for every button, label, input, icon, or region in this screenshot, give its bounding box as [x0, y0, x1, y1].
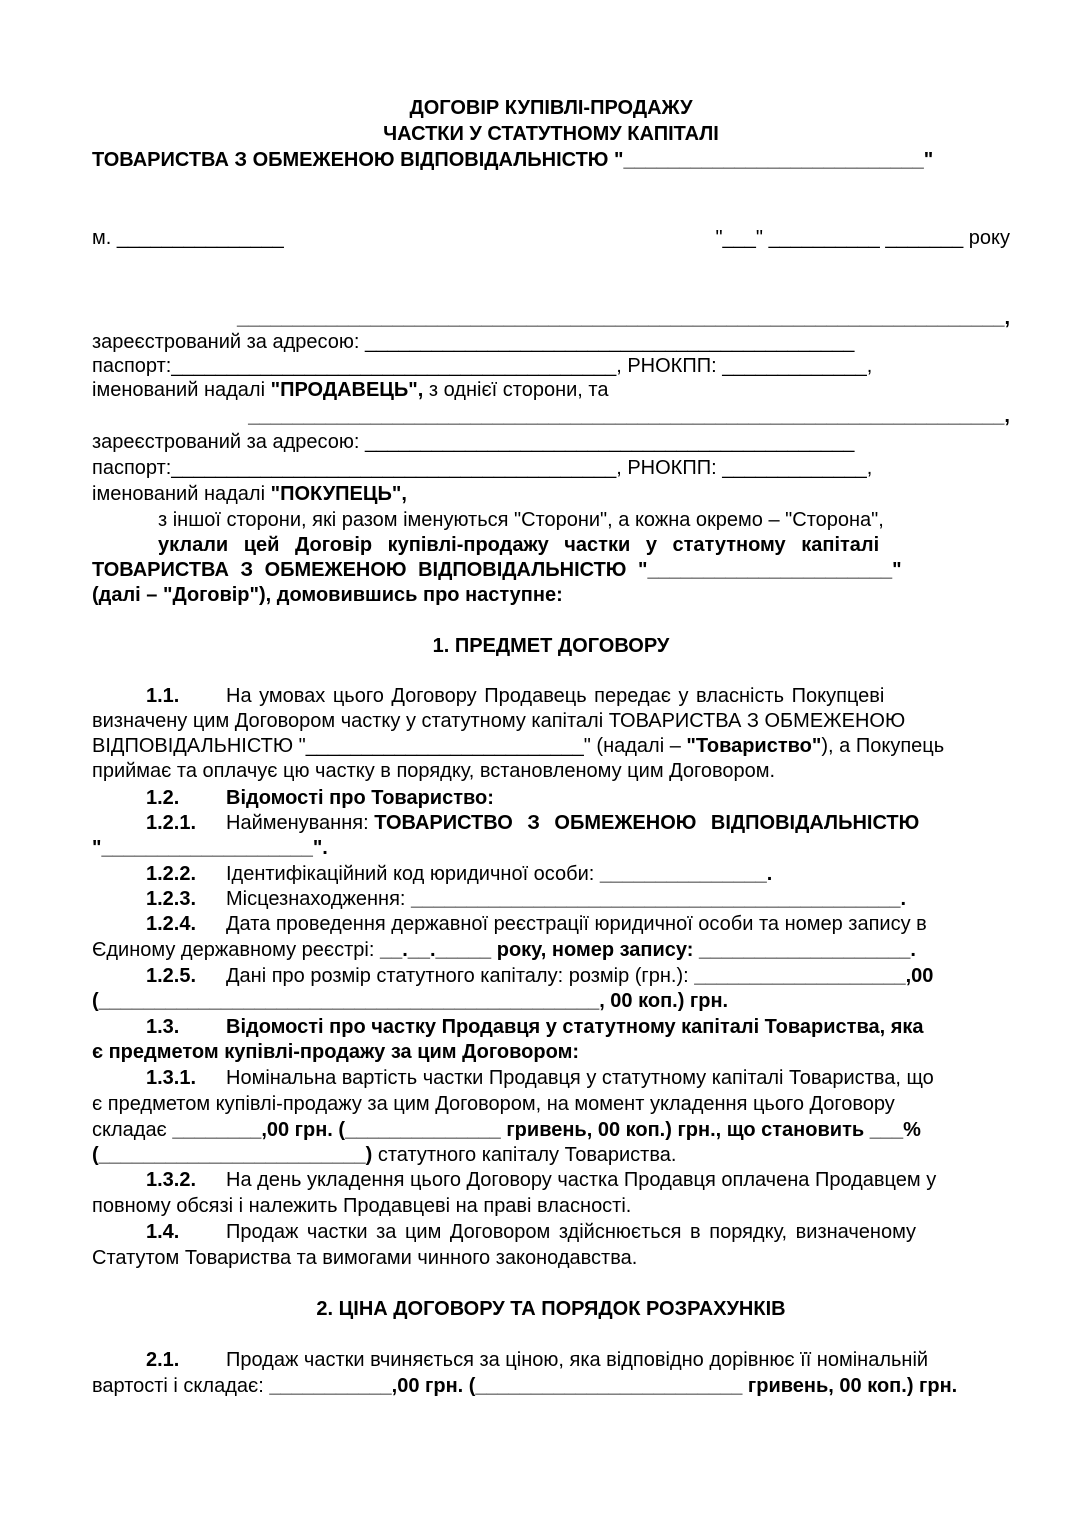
clause-1-2-5: [92, 964, 1010, 988]
buyer-named: [92, 482, 1010, 506]
concluded-line-2: ТОВАРИСТВА З ОБМЕЖЕНОЮ ВІДПОВІДАЛЬНІСТЮ "______________________": [92, 559, 902, 581]
date-field: "___" __________ _______ року: [715, 227, 1010, 249]
clause-1-1-line-3-post: ), а Покупець: [821, 735, 945, 757]
clause-2-1-line-2-pre: вартості і складає:: [92, 1375, 270, 1397]
contract-title-line-1: ДОГОВІР КУПІВЛІ-ПРОДАЖУ: [409, 97, 693, 119]
clause-2-1-line-1: Продаж частки вчиняється за ціною, яка відповідно дорівнює її номінальній: [226, 1349, 929, 1371]
contract-title-line-3: ТОВАРИСТВА З ОБМЕЖЕНОЮ ВІДПОВІДАЛЬНІСТЮ "___________________________": [92, 149, 934, 171]
clause-1-3-1-number: 1.3.1.: [146, 1067, 197, 1089]
clause-1-3-1-line-4: [92, 1143, 1010, 1167]
city-field: м. _______________: [92, 227, 284, 249]
clause-1-2-3-pre: Місцезнаходження:: [226, 888, 412, 910]
place-date-row: [92, 226, 1010, 250]
clause-1-1-line-3-pre: ВІДПОВІДАЛЬНІСТЮ "_________________________" (надалі –: [92, 735, 687, 757]
clause-1-3-1-line-1: Номінальна вартість частки Продавця у статутному капіталі Товариства, що: [226, 1067, 934, 1089]
seller-role: "ПРОДАВЕЦЬ",: [270, 379, 424, 401]
seller-address: зареєстрований за адресою: ____________________________________________: [92, 331, 855, 353]
section-1-heading: 1. ПРЕДМЕТ ДОГОВОРУ: [432, 635, 670, 657]
clause-1-2-text: Відомості про Товариство:: [226, 787, 494, 809]
clause-1-2-3-address: ____________________________________________.: [411, 888, 907, 910]
clause-2-1-price: ___________,00 грн. (________________________ гривень, 00 коп.) грн.: [269, 1375, 958, 1397]
seller-passport: [92, 354, 1010, 378]
clause-1-2-1-line-2: "___________________".: [92, 837, 328, 859]
clause-1-1-number: 1.1.: [146, 685, 180, 707]
clause-1-2-3: [92, 887, 1010, 911]
clause-1-2-number: 1.2.: [146, 787, 180, 809]
clause-1-2-4-number: 1.2.4.: [146, 913, 197, 935]
section-2-heading: 2. ЦІНА ДОГОВОРУ ТА ПОРЯДОК РОЗРАХУНКІВ: [316, 1298, 786, 1320]
clause-1-3-2-line-1: На день укладення цього Договору частка Продавця оплачена Продавцем у: [226, 1169, 937, 1191]
clause-1-2-5-number: 1.2.5.: [146, 965, 197, 987]
clause-1-3-1-value: ________,00 грн. (______________ гривень, 00 коп.) грн., що становить ___%: [172, 1119, 921, 1141]
clause-1-2-1: [92, 811, 1010, 835]
company-short-name: "Товариство": [686, 735, 822, 757]
clause-1-4: [92, 1220, 1010, 1244]
clause-1-2-4-line-2-pre: Єдиному державному реєстрі:: [92, 939, 380, 961]
clause-1-2-2-number: 1.2.2.: [146, 863, 197, 885]
clause-1-2-2-code: _______________.: [599, 863, 773, 885]
buyer-passport: паспорт:________________________________________, РНОКПП: _____________,: [92, 457, 873, 479]
clause-1-2-2-pre: Ідентифікаційний код юридичної особи:: [226, 863, 600, 885]
clause-1-2-5-pre: Дані про розмір статутного капіталу: розмір (грн.):: [226, 965, 695, 987]
clause-1-2-4-line-1: Дата проведення державної реєстрації юридичної особи та номер запису в: [226, 913, 927, 935]
concluded-line-3: (далі – "Договір"), домовившись про наступне:: [92, 584, 563, 606]
clause-1-3-line-1: Відомості про частку Продавця у статутному капіталі Товариства, яка: [226, 1016, 924, 1038]
seller-named-post: з однієї сторони, та: [423, 379, 609, 401]
clause-1-3-2-line-2: повному обсязі і належить Продавцеві на праві власності.: [92, 1195, 632, 1217]
clause-1-3: [92, 1015, 1010, 1039]
clause-1-3-1-percent-words: (________________________): [92, 1144, 373, 1166]
clause-2-1-number: 2.1.: [146, 1349, 180, 1371]
buyer-address: зареєстрований за адресою: ____________________________________________: [92, 431, 855, 453]
seller-named: [92, 378, 1010, 402]
clause-1-2-4-line-2: [92, 938, 1010, 962]
clause-1-3-1-line-3-pre: складає: [92, 1119, 173, 1141]
clause-1-2-4-registration: __.__._____ року, номер запису: ___________________.: [379, 939, 916, 961]
clause-1-3-1-line-4-post: статутного капіталу Товариства.: [372, 1144, 677, 1166]
clause-1-1-line-4: приймає та оплачує цю частку в порядку, встановленому цим Договором.: [92, 760, 776, 782]
clause-1-3-2-number: 1.3.2.: [146, 1169, 197, 1191]
clause-1-3-line-2: є предметом купівлі-продажу за цим Договором:: [92, 1041, 580, 1063]
clause-1-1-line-2: визначену цим Договором частку у статутному капіталі ТОВАРИСТВА З ОБМЕЖЕНОЮ: [92, 710, 906, 732]
clause-1-2-5-line-2: (_____________________________________________, 00 коп.) грн.: [92, 990, 729, 1012]
clause-1-2-5-amount: ___________________,00: [694, 965, 934, 987]
buyer-role: "ПОКУПЕЦЬ",: [270, 483, 407, 505]
concluded-line-1: уклали цей Договір купівлі-продажу частки у статутному капіталі: [158, 534, 880, 556]
clause-2-1-line-2: [92, 1374, 1010, 1398]
clause-1-2-3-number: 1.2.3.: [146, 888, 197, 910]
clause-1-3-1-line-2: є предметом купівлі-продажу за цим Договором, на момент укладення цього Договору: [92, 1093, 895, 1115]
seller-named-pre: іменований надалі: [92, 379, 271, 401]
contract-title-line-2: ЧАСТКИ У СТАТУТНОМУ КАПІТАЛІ: [383, 123, 719, 145]
clause-1-3-1: [92, 1066, 1010, 1090]
other-side-text: з іншої сторони, які разом іменуються "Сторони", а кожна окремо – "Сторона",: [158, 509, 884, 531]
clause-1-2-4: [92, 912, 1010, 936]
clause-1-1: [92, 684, 1010, 708]
clause-1-2-1-number: 1.2.1.: [146, 812, 197, 834]
clause-2-1: [92, 1348, 1010, 1372]
clause-1-1-line-1: На умовах цього Договору Продавець передає у власність Покупцеві: [226, 685, 885, 707]
clause-1-4-number: 1.4.: [146, 1221, 180, 1243]
clause-1-4-line-1: Продаж частки за цим Договором здійснюється в порядку, визначеному: [226, 1221, 917, 1243]
clause-1-2-1-pre: Найменування:: [226, 812, 375, 834]
seller-passport-text: паспорт:________________________________________, РНОКПП: _____________,: [92, 355, 873, 377]
clause-1-3-number: 1.3.: [146, 1016, 180, 1038]
buyer-name-line: ____________________________________________________________________,: [248, 405, 1010, 427]
clause-1-3-2: [92, 1168, 1010, 1192]
clause-1-2: [92, 786, 1010, 810]
clause-1-4-line-2: Статутом Товариства та вимогами чинного законодавства.: [92, 1247, 638, 1269]
clause-1-2-1-company: ТОВАРИСТВО З ОБМЕЖЕНОЮ ВІДПОВІДАЛЬНІСТЮ: [374, 812, 920, 834]
clause-1-3-1-line-3: [92, 1118, 1010, 1142]
clause-1-1-line-3: [92, 734, 1010, 758]
clause-1-2-2: [92, 862, 1010, 886]
buyer-named-pre: іменований надалі: [92, 483, 271, 505]
seller-name-line: _____________________________________________________________________,: [236, 307, 1010, 329]
